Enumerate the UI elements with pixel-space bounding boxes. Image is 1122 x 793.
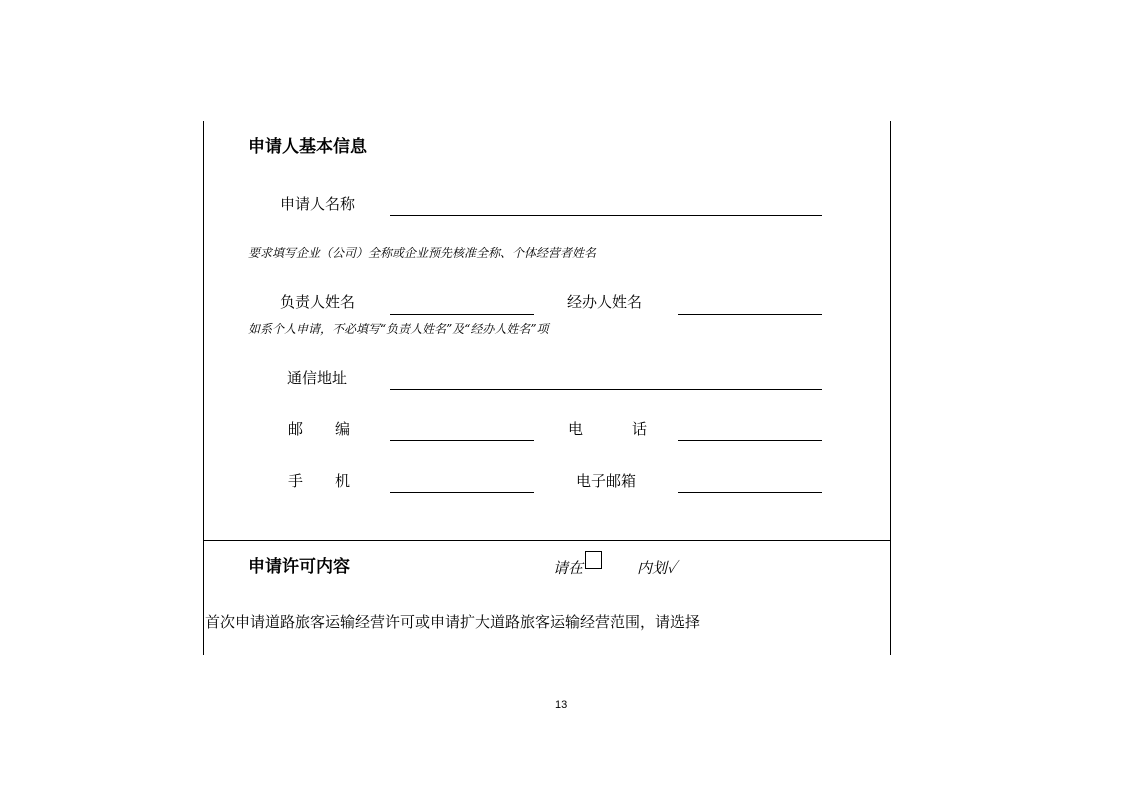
handler-name-field[interactable] <box>678 314 822 315</box>
email-field[interactable] <box>678 492 822 493</box>
applicant-name-label: 申请人名称 <box>280 195 356 213</box>
instruction-prefix: 请在 <box>553 559 584 577</box>
section-title-applicant-info: 申请人基本信息 <box>248 137 367 157</box>
principal-name-field[interactable] <box>390 314 534 315</box>
applicant-name-field[interactable] <box>390 215 822 216</box>
first-application-item: 首次申请道路旅客运输经营许可或申请扩大道路旅客运输经营范围，请选择 <box>205 613 701 631</box>
principal-name-label: 负责人姓名 <box>280 293 356 311</box>
sample-checkbox <box>585 551 602 569</box>
postcode-label-char-2: 编 <box>335 420 351 438</box>
address-field[interactable] <box>390 389 822 390</box>
phone-label-char-2: 话 <box>632 420 648 438</box>
section-divider <box>203 540 891 541</box>
personal-application-note: 如系个人申请，不必填写“负责人姓名”及“经办人姓名”项 <box>248 322 549 336</box>
table-right-border <box>890 121 891 655</box>
mobile-field[interactable] <box>390 492 534 493</box>
phone-field[interactable] <box>678 440 822 441</box>
section-title-permit-content: 申请许可内容 <box>248 557 350 577</box>
table-left-border <box>203 121 204 655</box>
email-label: 电子邮箱 <box>576 472 637 490</box>
postcode-field[interactable] <box>390 440 534 441</box>
mobile-label-char-2: 机 <box>335 472 351 490</box>
instruction-suffix: 内划✓ <box>637 559 677 577</box>
applicant-name-note: 要求填写企业（公司）全称或企业预先核准全称、个体经营者姓名 <box>248 246 597 260</box>
page-number: 13 <box>555 699 568 711</box>
mobile-label-char-1: 手 <box>288 472 304 490</box>
address-label: 通信地址 <box>287 369 348 387</box>
postcode-label-char-1: 邮 <box>288 420 304 438</box>
handler-name-label: 经办人姓名 <box>567 293 643 311</box>
phone-label-char-1: 电 <box>568 420 584 438</box>
